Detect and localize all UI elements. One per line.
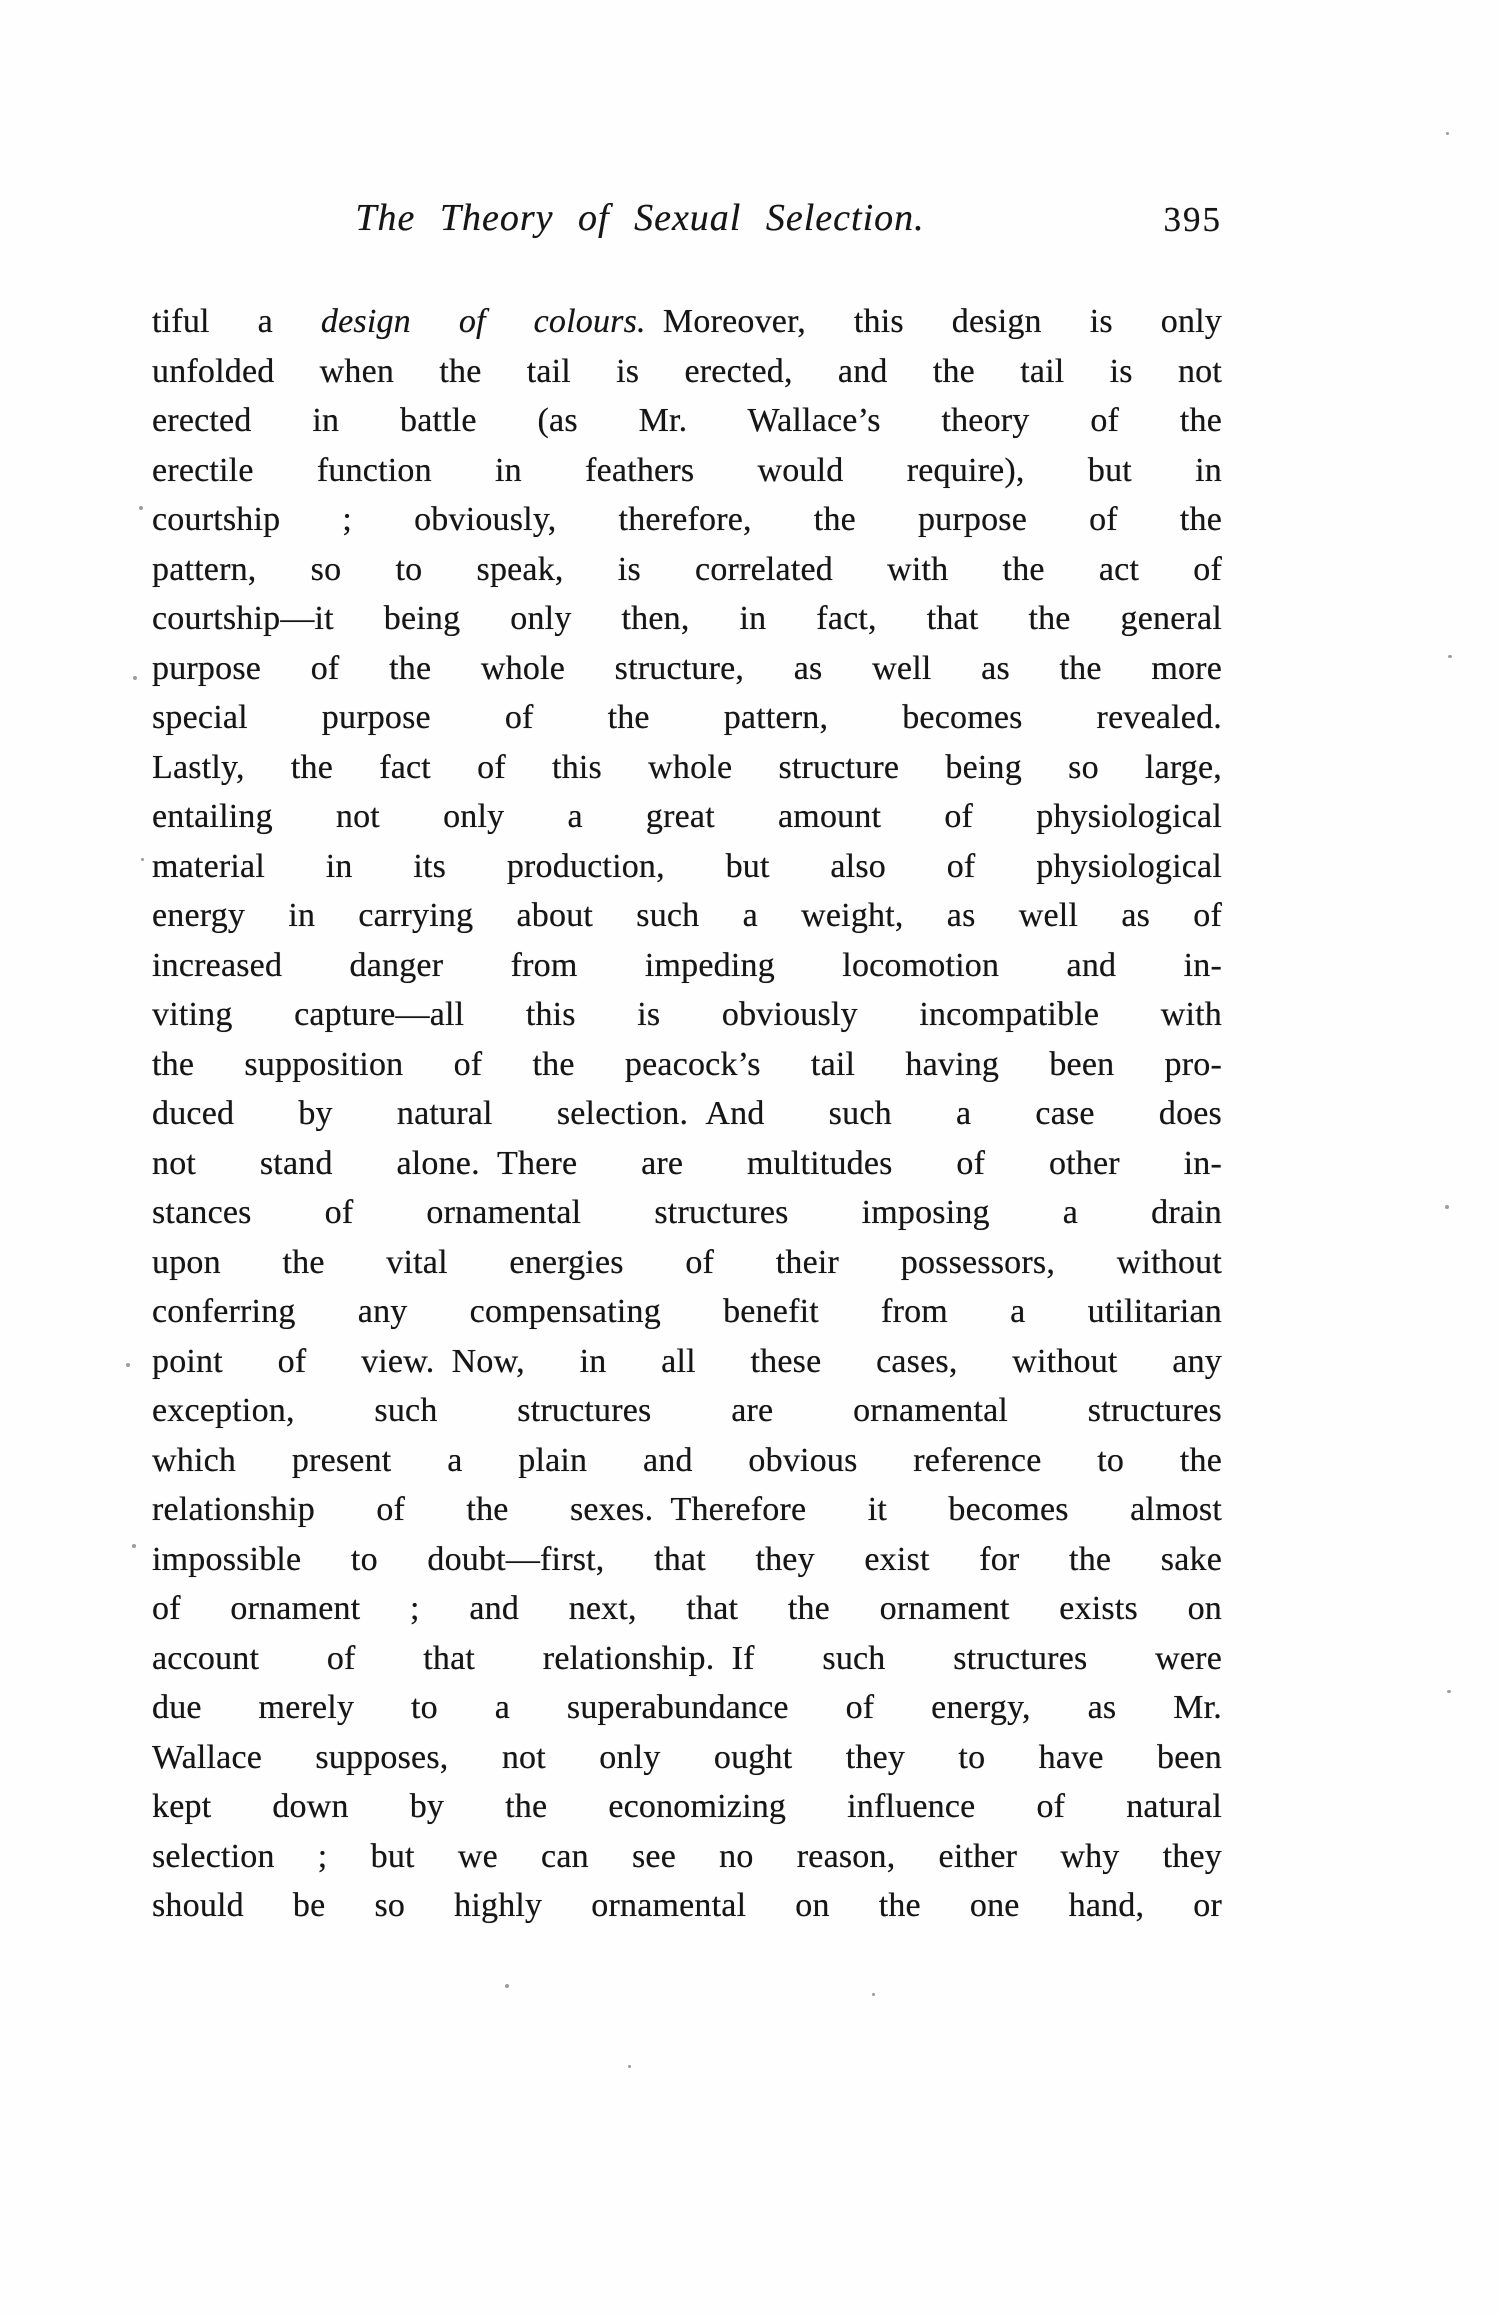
text-line: not stand alone. There are multitudes of other in- <box>152 1144 1222 1182</box>
text-line: material in its production, but also of physiological <box>152 847 1222 885</box>
italic-phrase: design of colours. <box>320 303 646 340</box>
scan-speck <box>133 676 137 680</box>
page-title: The Theory of Sexual Selection. <box>355 197 925 239</box>
scan-speck <box>126 1363 130 1367</box>
text-line: kept down by the economizing influence of natural <box>152 1788 1222 1825</box>
text-line: relationship of the sexes. Therefore it becomes almost <box>152 1491 1222 1528</box>
page-number: 395 <box>1163 200 1222 239</box>
text-line: viting capture—all this is obviously incompatible with <box>152 996 1222 1033</box>
scan-speck <box>505 1984 509 1988</box>
text-line: Lastly, the fact of this whole structure being so large, <box>152 748 1222 786</box>
scan-speck <box>141 858 144 861</box>
text-line: duced by natural selection. And such a case does <box>152 1095 1222 1132</box>
scan-speck <box>1447 1690 1451 1693</box>
text-line: purpose of the whole structure, as well as the more <box>152 649 1222 687</box>
text-line: exception, such structures are ornamental structures <box>152 1392 1222 1429</box>
text-line: account of that relationship. If such structures were <box>152 1639 1222 1677</box>
text-line: point of view. Now, in all these cases, without any <box>152 1342 1222 1380</box>
text-line: stances of ornamental structures imposing a drain <box>152 1194 1222 1231</box>
running-head <box>152 188 1222 248</box>
text-line: erected in battle (as Mr. Wallace’s theory of the <box>152 402 1222 439</box>
text-line: should be so highly ornamental on the one hand, or <box>152 1887 1222 1924</box>
text-line: special purpose of the pattern, becomes revealed. <box>152 699 1222 736</box>
scan-speck <box>1446 132 1449 135</box>
text-segment: tiful a <box>152 303 321 340</box>
text-line: erectile function in feathers would require), but in <box>152 451 1222 489</box>
scan-speck <box>872 1993 875 1996</box>
text-line: pattern, so to speak, is correlated with the act of <box>152 550 1222 588</box>
body-text <box>152 297 1222 1931</box>
text-line: courtship ; obviously, therefore, the purpose of the <box>152 501 1222 538</box>
text-line: energy in carrying about such a weight, as well as of <box>152 897 1222 934</box>
text-line: selection ; but we can see no reason, either why they <box>152 1837 1222 1875</box>
text-line: increased danger from impeding locomotion and in- <box>152 946 1222 984</box>
text-line: which present a plain and obvious reference to the <box>152 1441 1222 1479</box>
scan-speck <box>1445 1205 1449 1209</box>
text-line: upon the vital energies of their possessors, without <box>152 1243 1222 1281</box>
text-line: entailing not only a great amount of physiological <box>152 798 1222 835</box>
text-line <box>152 297 1222 347</box>
text-line: courtship—it being only then, in fact, that the general <box>152 600 1222 637</box>
text-line: unfolded when the tail is erected, and the tail is not <box>152 352 1222 390</box>
scan-speck <box>1448 655 1452 658</box>
scan-speck <box>139 506 143 510</box>
text-line: Wallace supposes, not only ought they to have been <box>152 1738 1222 1776</box>
text-line: due merely to a superabundance of energy, as Mr. <box>152 1689 1222 1726</box>
text-line: conferring any compensating benefit from a utilitarian <box>152 1293 1222 1330</box>
text-line: impossible to doubt—first, that they exist for the sake <box>152 1540 1222 1578</box>
text-line: of ornament ; and next, that the ornament exists on <box>152 1590 1222 1627</box>
scan-speck <box>132 1544 136 1548</box>
scan-speck <box>628 2065 631 2068</box>
text-segment: Moreover, this design is only <box>645 303 1222 340</box>
text-line: the supposition of the peacock’s tail having been pro- <box>152 1045 1222 1083</box>
